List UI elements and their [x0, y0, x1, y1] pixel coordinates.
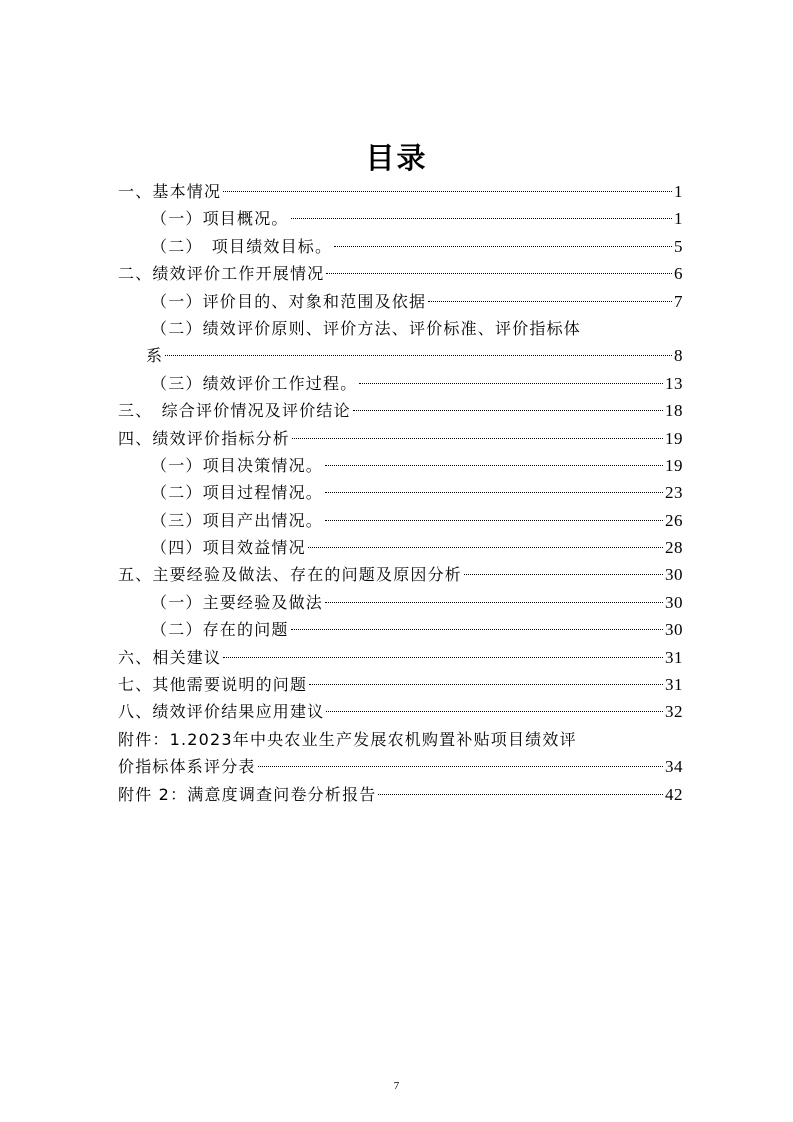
toc-entry-related-suggestions[interactable] — [118, 644, 683, 671]
toc-entry-page: 6 — [674, 264, 683, 284]
toc-leader-dots — [325, 492, 663, 493]
toc-entry-page: 19 — [665, 428, 683, 448]
toc-entry-label: （一）项目决策情况。 — [151, 455, 324, 475]
toc-leader-dots — [326, 273, 672, 274]
toc-leader-dots — [223, 657, 663, 658]
toc-leader-dots — [359, 383, 663, 384]
toc-entry-page: 30 — [665, 620, 683, 640]
toc-entry-page: 1 — [674, 182, 683, 201]
toc-entry-page: 5 — [674, 236, 683, 256]
toc-entry-evaluation-purpose[interactable] — [118, 288, 683, 315]
toc-entry-page: 1 — [674, 209, 683, 229]
toc-entry-existing-problems[interactable] — [118, 616, 683, 643]
toc-entry-label: （二）项目过程情况。 — [151, 483, 324, 503]
toc-entry-label: 一、基本情况 — [118, 182, 222, 201]
toc-entry-evaluation-work[interactable] — [118, 260, 683, 287]
table-of-contents — [118, 178, 683, 808]
toc-entry-indicator-analysis[interactable] — [118, 425, 683, 452]
toc-entry-label: （一）主要经验及做法 — [151, 592, 324, 612]
toc-entry-label: （三）项目产出情况。 — [151, 510, 324, 530]
toc-entry-other-issues[interactable] — [118, 671, 683, 698]
toc-leader-dots — [325, 465, 663, 466]
toc-entry-label: 八、绩效评价结果应用建议 — [118, 702, 325, 722]
toc-entry-page: 8 — [674, 346, 683, 366]
toc-entry-page: 18 — [665, 401, 683, 421]
toc-leader-dots — [258, 766, 663, 767]
toc-entry-label-line1: （二）绩效评价原则、评价方法、评价标准、评价指标体 — [151, 318, 582, 338]
toc-entry-result-application[interactable] — [118, 698, 683, 725]
toc-entry-evaluation-principles[interactable] — [118, 315, 683, 342]
toc-leader-dots — [464, 574, 663, 575]
toc-entry-label: 附件 2：满意度调查问卷分析报告 — [118, 784, 377, 804]
toc-leader-dots — [325, 520, 663, 521]
toc-entry-page: 34 — [665, 757, 683, 777]
toc-entry-attachment-2[interactable] — [118, 781, 683, 808]
toc-entry-label-line1: 附件：1.2023年中央农业生产发展农机购置补贴项目绩效评 — [118, 729, 577, 749]
toc-entry-project-overview[interactable] — [118, 205, 683, 232]
toc-leader-dots — [325, 602, 663, 603]
toc-entry-page: 31 — [665, 647, 683, 667]
toc-entry-label: 二、绩效评价工作开展情况 — [118, 264, 325, 284]
toc-entry-label: （四）项目效益情况 — [151, 538, 306, 558]
toc-leader-dots — [326, 711, 663, 712]
toc-entry-page: 32 — [665, 702, 683, 722]
toc-leader-dots — [165, 355, 672, 356]
toc-entry-performance-goals[interactable] — [118, 233, 683, 260]
toc-entry-experience-problems[interactable] — [118, 561, 683, 588]
toc-title: 目录 — [365, 141, 428, 175]
toc-entry-label: （一）评价目的、对象和范围及依据 — [151, 291, 427, 311]
toc-entry-page: 42 — [665, 784, 683, 804]
toc-entry-attachment-1-cont[interactable] — [118, 753, 683, 780]
toc-entry-label: （二）存在的问题 — [151, 620, 289, 640]
toc-entry-main-experience[interactable] — [118, 589, 683, 616]
toc-entry-project-process[interactable] — [118, 479, 683, 506]
toc-entry-label: 三、 综合评价情况及评价结论 — [118, 401, 351, 421]
toc-entry-project-benefit[interactable] — [118, 534, 683, 561]
toc-leader-dots — [334, 246, 672, 247]
toc-entry-label: （一）项目概况。 — [151, 209, 289, 229]
toc-entry-label-line2: 系 — [146, 346, 164, 366]
toc-entry-page: 7 — [674, 291, 683, 311]
toc-entry-label: 五、主要经验及做法、存在的问题及原因分析 — [118, 565, 463, 585]
toc-entry-evaluation-principles-cont[interactable] — [118, 342, 683, 369]
toc-leader-dots — [353, 410, 663, 411]
toc-entry-project-output[interactable] — [118, 507, 683, 534]
toc-leader-dots — [292, 438, 663, 439]
toc-leader-dots — [291, 629, 663, 630]
toc-entry-page: 30 — [665, 565, 683, 585]
toc-entry-page: 13 — [665, 373, 683, 393]
toc-entry-page: 28 — [665, 538, 683, 558]
toc-leader-dots — [308, 547, 663, 548]
toc-entry-page: 19 — [665, 455, 683, 475]
toc-entry-label-line2: 价指标体系评分表 — [118, 757, 256, 777]
toc-leader-dots — [223, 191, 672, 192]
toc-leader-dots — [309, 684, 663, 685]
toc-entry-page: 30 — [665, 592, 683, 612]
toc-leader-dots — [428, 301, 672, 302]
toc-entry-comprehensive-evaluation[interactable] — [118, 397, 683, 424]
toc-entry-evaluation-process[interactable] — [118, 370, 683, 397]
toc-entry-basic-situation[interactable] — [118, 178, 683, 205]
toc-entry-project-decision[interactable] — [118, 452, 683, 479]
toc-entry-label: 四、绩效评价指标分析 — [118, 428, 291, 448]
toc-entry-label: （二） 项目绩效目标。 — [151, 236, 333, 256]
toc-entry-page: 26 — [665, 510, 683, 530]
toc-entry-label: 六、相关建议 — [118, 647, 222, 667]
toc-entry-label: （三）绩效评价工作过程。 — [151, 373, 358, 393]
toc-leader-dots — [291, 218, 672, 219]
toc-entry-label: 七、其他需要说明的问题 — [118, 675, 308, 695]
page-number: 7 — [393, 1080, 400, 1092]
toc-entry-attachment-1[interactable] — [118, 726, 683, 753]
toc-entry-page: 31 — [665, 675, 683, 695]
toc-entry-page: 23 — [665, 483, 683, 503]
toc-leader-dots — [378, 794, 663, 795]
